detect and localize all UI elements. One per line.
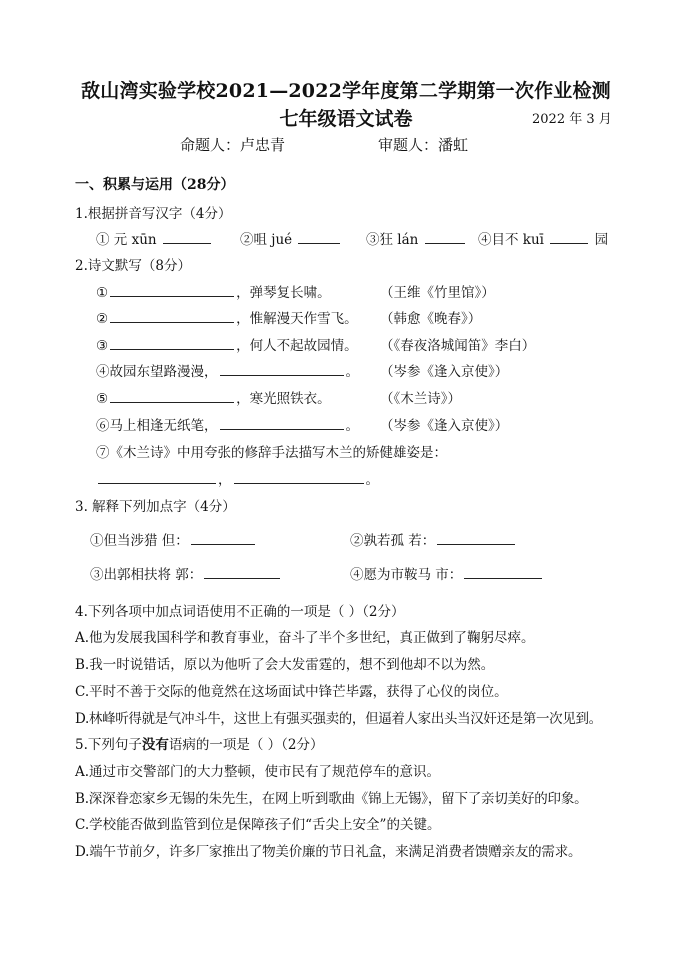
exam-title-line2: 七年级语文试卷 xyxy=(279,108,413,130)
author-label: 命题人：卢忠青 xyxy=(180,136,286,154)
q2-line-7-end: 。 xyxy=(365,472,379,488)
q3-item-4-text: ④愿为市鞍马 市： xyxy=(350,567,463,583)
q2-line-3-source: （《春夜洛城闻笛》李白） xyxy=(380,338,536,354)
q4-option-b: B.我一时说错话，原以为他听了会大发雷霆的，想不到他却不以为然。 xyxy=(75,657,495,673)
question-2-stem: 2.诗文默写（8分） xyxy=(75,258,191,274)
q4-option-a: A.他为发展我国科学和教育事业，奋斗了半个多世纪，真正做到了鞠躬尽瘁。 xyxy=(75,630,535,646)
q1-item-1-blank[interactable] xyxy=(163,242,211,244)
q2-line-3-blank[interactable] xyxy=(110,348,234,350)
q3-item-1-text: ①但当涉猎 但： xyxy=(90,533,189,549)
q3-item-2-text: ②孰若孤 若： xyxy=(350,533,436,549)
q3-item-2 xyxy=(350,529,517,549)
q2-line-3 xyxy=(96,334,358,354)
q2-line-1-blank[interactable] xyxy=(110,295,234,297)
q5-option-c: C.学校能否做到监管到位是保障孩子们“舌尖上安全”的关键。 xyxy=(75,817,441,833)
question-3-stem: 3. 解释下列加点字（4分） xyxy=(75,499,236,515)
q2-line-2-prefix: ② xyxy=(96,311,109,327)
q3-item-3-blank[interactable] xyxy=(204,577,280,579)
q2-line-7-prompt: ⑦《木兰诗》中用夸张的修辞手法描写木兰的矫健雄姿是： xyxy=(96,445,447,461)
q1-item-2 xyxy=(240,228,342,248)
q2-line-2-text: ，惟解漫天作雪飞。 xyxy=(236,311,358,327)
question-5-stem xyxy=(75,733,324,753)
q5-option-a: A.通过市交警部门的大力整顿，使市民有了规范停车的意识。 xyxy=(75,764,441,780)
q2-line-1-prefix: ① xyxy=(96,285,109,301)
q4-option-c: C.平时不善于交际的他竟然在这场面试中锋芒毕露，获得了心仪的岗位。 xyxy=(75,684,508,700)
q2-line-2-blank[interactable] xyxy=(110,321,234,323)
q1-item-4 xyxy=(478,228,608,248)
q2-line-4-prefix: ④故园东望路漫漫， xyxy=(96,364,218,380)
q2-line-3-text: ，何人不起故园情。 xyxy=(236,338,358,354)
q2-line-2 xyxy=(96,307,358,327)
q3-item-3 xyxy=(90,563,282,583)
q5-option-b: B.深深眷恋家乡无锡的朱先生，在网上听到歌曲《锦上无锡》，留下了亲切美好的印象。 xyxy=(75,791,588,807)
q2-line-1-text: ，弹琴复长啸。 xyxy=(236,285,331,301)
q2-line-7-answer xyxy=(96,468,379,488)
q1-item-3-text: ③狂 lán xyxy=(366,232,419,248)
q3-item-1-blank[interactable] xyxy=(191,543,255,545)
q1-item-4-suffix: 园 xyxy=(594,232,609,248)
q3-item-3-text: ③出郭相扶将 郭： xyxy=(90,567,203,583)
q2-line-3-prefix: ③ xyxy=(96,338,109,354)
q2-line-4 xyxy=(96,360,359,380)
q1-item-1 xyxy=(96,228,213,248)
q4-option-d: D.林峰听得就是气冲斗牛，这世上有强买强卖的，但逼着人家出头当汉奸还是第一次见到。 xyxy=(75,711,602,727)
q2-line-7-blank-2[interactable] xyxy=(234,482,364,484)
q2-line-1 xyxy=(96,281,331,301)
q3-item-2-blank[interactable] xyxy=(437,543,515,545)
q2-line-4-blank[interactable] xyxy=(220,374,344,376)
question-1-stem: 1.根据拼音写汉字（4分） xyxy=(75,206,232,222)
q2-line-5-blank[interactable] xyxy=(110,401,234,403)
exam-date: 2022 年 3 月 xyxy=(532,112,612,127)
q2-line-5-prefix: ⑤ xyxy=(96,391,109,407)
q2-line-6 xyxy=(96,414,359,434)
q2-line-6-source: （岑参《逢入京使》） xyxy=(380,418,509,434)
q2-line-5-text: ，寒光照铁衣。 xyxy=(236,391,331,407)
q2-line-6-text: 。 xyxy=(345,418,359,434)
q5-stem-emphasis: 没有 xyxy=(141,737,169,753)
q2-line-7-separator: ， xyxy=(218,472,232,488)
reviewer-label: 审题人：潘虹 xyxy=(378,136,469,154)
q2-line-6-prefix: ⑥马上相逢无纸笔， xyxy=(96,418,218,434)
q1-item-1-text: ① 元 xūn xyxy=(96,232,157,248)
q2-line-2-source: （韩愈《晚春》） xyxy=(380,311,482,327)
section-heading: 一、积累与运用（28分） xyxy=(75,177,235,193)
q3-item-1 xyxy=(90,529,257,549)
q2-line-7-blank-1[interactable] xyxy=(98,482,216,484)
q5-stem-suffix: 语病的一项是（ ）（2分） xyxy=(168,737,324,753)
q2-line-1-source: （王维《竹里馆》） xyxy=(380,285,495,301)
q2-line-5 xyxy=(96,387,331,407)
q1-item-3 xyxy=(366,228,467,248)
q5-stem-prefix: 5.下列句子 xyxy=(75,737,142,753)
q1-item-4-blank[interactable] xyxy=(550,242,588,244)
q1-item-3-blank[interactable] xyxy=(425,242,465,244)
q2-line-5-source: （《木兰诗》） xyxy=(380,391,461,407)
q2-line-4-text: 。 xyxy=(345,364,359,380)
exam-title-line1: 敌山湾实验学校2021—2022学年度第二学期第一次作业检测 xyxy=(81,80,611,102)
q5-option-d: D.端午节前夕，许多厂家推出了物美价廉的节日礼盒，来满足消费者馈赠亲友的需求。 xyxy=(75,844,582,860)
q3-item-4-blank[interactable] xyxy=(464,577,542,579)
q1-item-4-text: ④目不 kuī xyxy=(478,232,544,248)
q3-item-4 xyxy=(350,563,544,583)
q1-item-2-blank[interactable] xyxy=(298,242,340,244)
q2-line-4-source: （岑参《逢入京使》） xyxy=(380,364,509,380)
question-4-stem: 4.下列各项中加点词语使用不正确的一项是（ ）（2分） xyxy=(75,604,405,620)
q2-line-6-blank[interactable] xyxy=(220,428,344,430)
q1-item-2-text: ②咀 jué xyxy=(240,232,293,248)
